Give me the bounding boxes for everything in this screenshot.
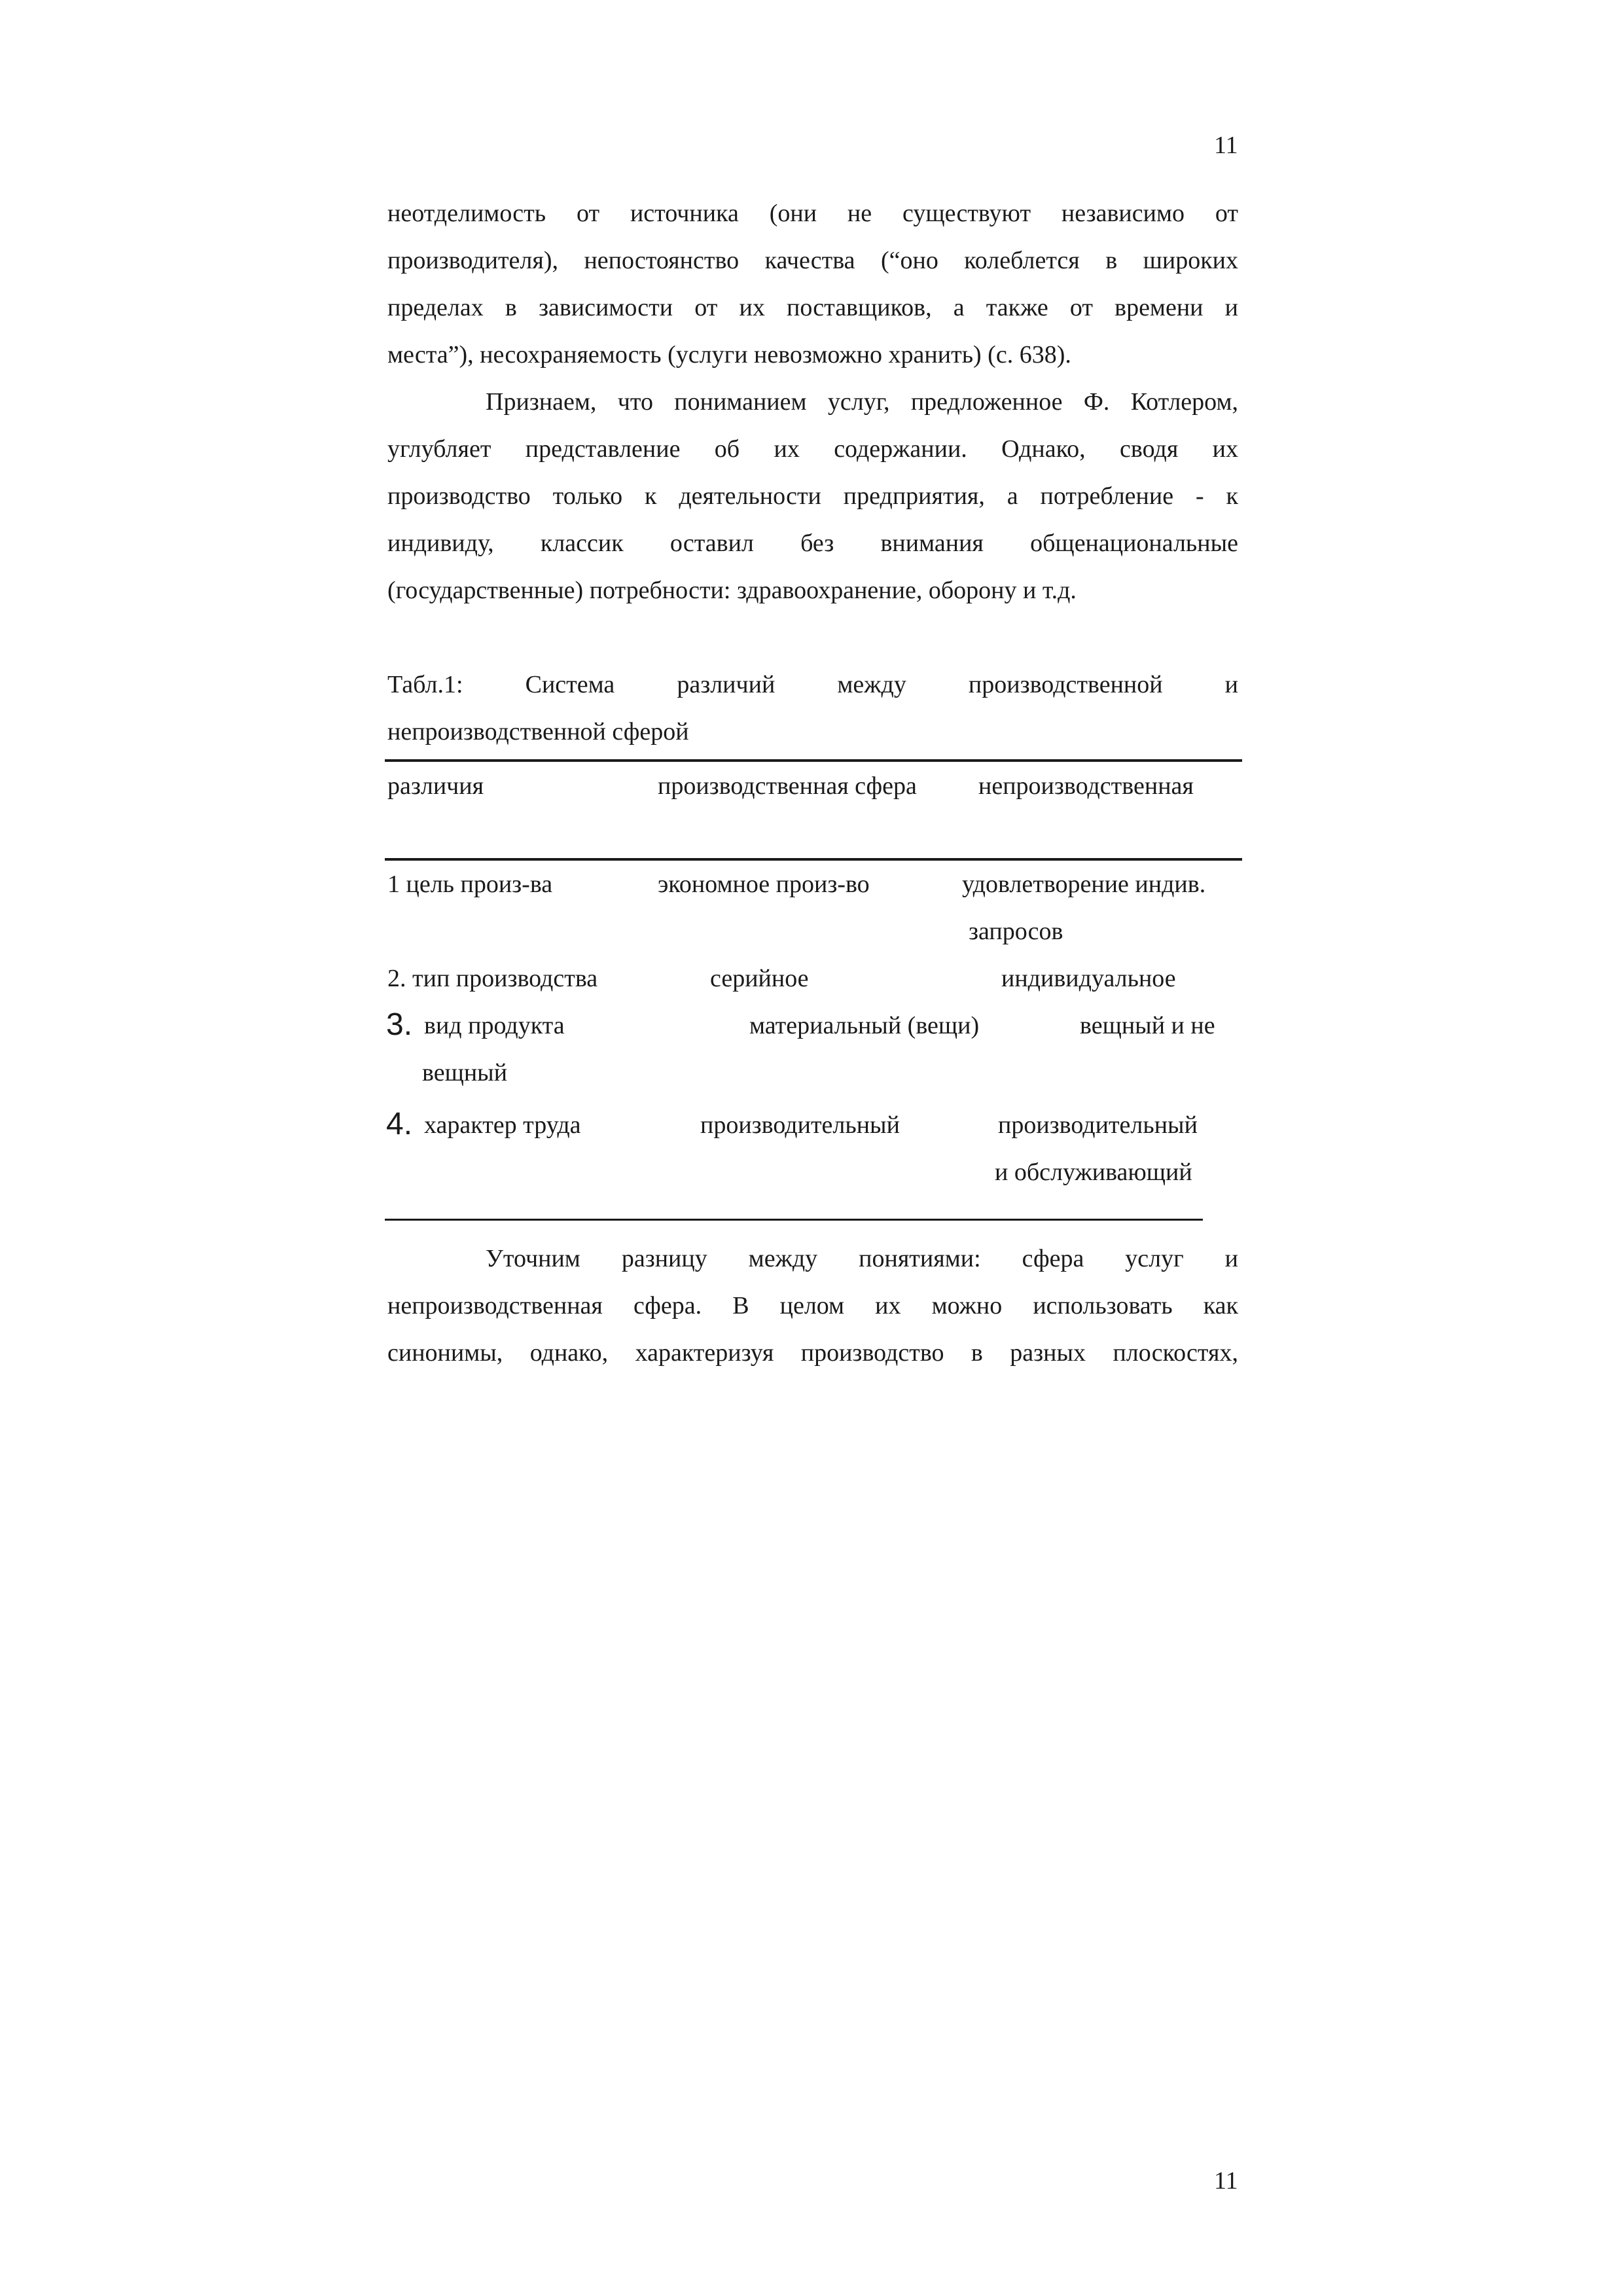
paragraph-2 [387, 378, 1238, 614]
page-number-bottom: 11 [1214, 2167, 1238, 2195]
text-line: Уточним разницу между понятиями: сфера услуг и [486, 1245, 1238, 1272]
table-header-productive: производственная сфера [658, 772, 917, 800]
row-nonproductive: индивидуальное [1001, 965, 1176, 992]
table-bottom-rule [385, 1219, 1203, 1221]
row-label: 1 цель произ-ва [387, 870, 553, 898]
text-line: индивиду, классик оставил без внимания общенациональные [387, 529, 1238, 557]
text-line: пределах в зависимости от их поставщиков, а также от времени и [387, 294, 1238, 321]
row-nonproductive: производительный [998, 1111, 1198, 1139]
text-line: углубляет представление об их содержании. Однако, сводя их [387, 435, 1238, 463]
table-header-differences: различия [387, 772, 484, 800]
text-line: синонимы, однако, характеризуя производство в разных плоскостях, [387, 1339, 1238, 1367]
row-productive: серийное [710, 965, 809, 992]
text-line: (государственные) потребности: здравоохранение, оборону и т.д. [387, 577, 1077, 604]
row-label-cont: вещный [422, 1059, 508, 1086]
text-line: непроизводственная сфера. В целом их можно использовать как [387, 1292, 1238, 1319]
page-number-top: 11 [1214, 132, 1238, 159]
row-nonproductive: удовлетворение индив. [962, 870, 1206, 898]
row-label: характер труда [424, 1111, 581, 1139]
table-caption [387, 661, 1238, 755]
row-productive: экономное произ-во [658, 870, 870, 898]
row-productive: материальный (вещи) [749, 1012, 980, 1039]
caption-line: Табл.1: Система различий между производственной и [387, 671, 1238, 698]
caption-line: непроизводственной сферой [387, 718, 689, 745]
row-label: 2. тип производства [387, 965, 598, 992]
row-nonproductive-cont: запросов [969, 918, 1063, 945]
row-number: 3. [386, 1007, 413, 1042]
paragraph-3 [387, 1235, 1238, 1376]
text-line: Признаем, что пониманием услуг, предложенное Ф. Котлером, [486, 388, 1238, 416]
text-line: производителя), непостоянство качества (“оно колеблется в широких [387, 247, 1238, 274]
text-line: производство только к деятельности предприятия, а потребление - к [387, 482, 1238, 510]
text-line: места”), несохраняемость (услуги невозможно хранить) (с. 638). [387, 341, 1071, 368]
row-productive: производительный [700, 1111, 900, 1139]
table-header-nonproductive: непроизводственная [978, 772, 1194, 800]
row-number: 4. [386, 1107, 413, 1141]
paragraph-1 [387, 190, 1238, 378]
row-label: вид продукта [424, 1012, 565, 1039]
table-top-rule [385, 759, 1242, 762]
text-line: неотделимость от источника (они не существуют независимо от [387, 200, 1238, 227]
row-nonproductive-cont: и обслуживающий [995, 1158, 1192, 1186]
row-nonproductive: вещный и не [1080, 1012, 1215, 1039]
